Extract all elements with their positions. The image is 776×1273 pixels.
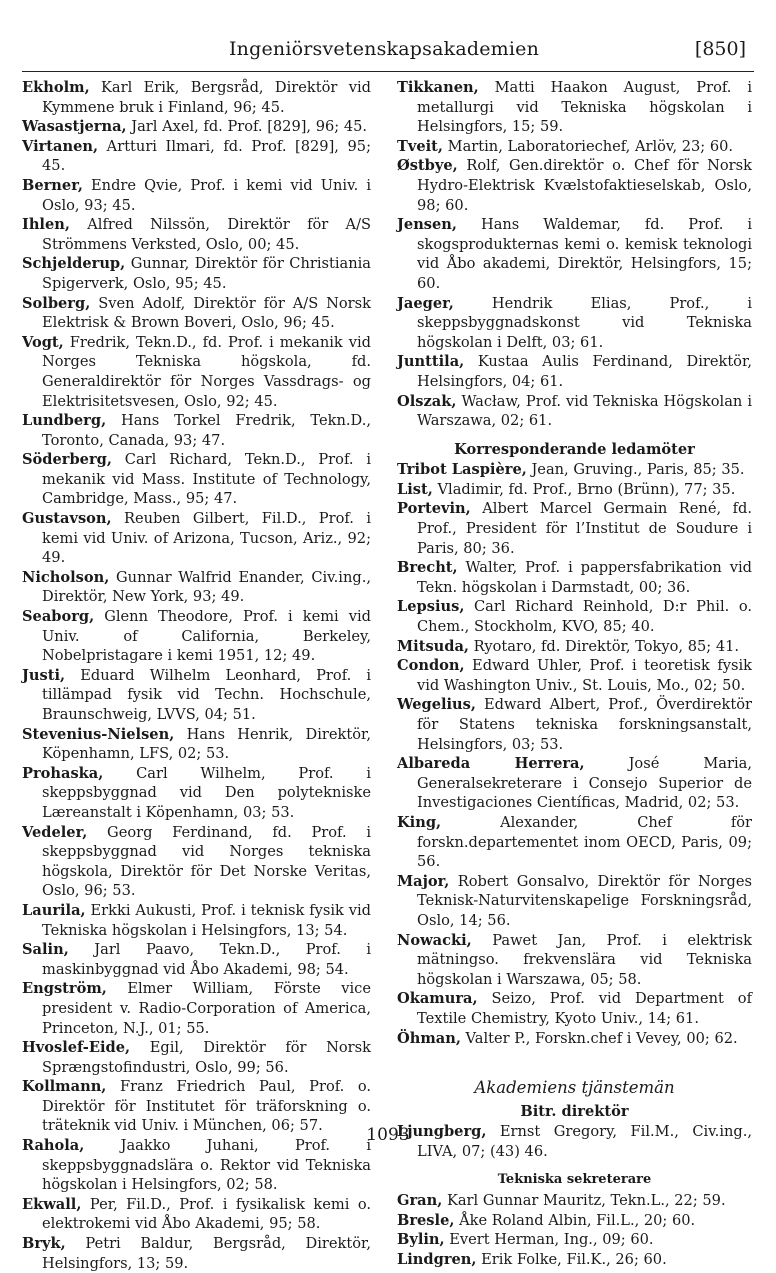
entry-surname: Ihlen, — [22, 216, 70, 234]
entry-details: Jarl Paavo, Tekn.D., Prof. i maskinbyggnad vid Åbo Akademi, 98; 54. — [42, 941, 371, 978]
directory-entry — [397, 1230, 752, 1250]
directory-entry — [397, 460, 752, 480]
entry-surname: List, — [397, 480, 433, 498]
members-list-continued — [397, 78, 752, 431]
entry-surname: Junttila, — [397, 353, 465, 371]
entry-surname: Brecht, — [397, 559, 458, 577]
entry-surname: Jaeger, — [397, 294, 454, 312]
entry-surname: Gustavson, — [22, 510, 112, 528]
entry-details: Hans Waldemar, fd. Prof. i skogsprodukternas kemi o. kemisk teknologi vid Åbo akademi, Direktör, Helsingfors, 15; 60. — [417, 216, 752, 292]
entry-details: Franz Friedrich Paul, Prof. o. Direktör för Institutet för träforskning o. träteknik vid Univ. i München, 06; 57. — [42, 1078, 371, 1135]
entry-details: Vladimir, fd. Prof., Brno (Brünn), 77; 35. — [432, 480, 736, 498]
entry-details: Fredrik, Tekn.D., fd. Prof. i mekanik vid Norges Tekniska högskola, fd. Generaldirektör för Norges Vassdrags- og Elektrisitetsvesen, Oslo, 92; 45. — [42, 333, 371, 410]
entry-details: Wacław, Prof. vid Tekniska Högskolan i Warszawa, 02; 61. — [417, 392, 752, 430]
page-number: 1093 — [366, 1125, 410, 1145]
entry-surname: Nowacki, — [397, 931, 472, 949]
entry-surname: Ekwall, — [22, 1195, 82, 1213]
directory-entry — [397, 754, 752, 813]
entry-details: Seizo, Prof. vid Department of Textile Chemistry, Kyoto Univ., 14; 61. — [417, 990, 752, 1027]
entry-details: Jarl Axel, fd. Prof. [829], 96; 45. — [126, 118, 368, 136]
directory-entry — [397, 656, 752, 695]
directory-entry — [22, 979, 371, 1038]
entry-details: Alfred Nilssön, Direktör för A/S Strömmens Verksted, Oslo, 00; 45. — [42, 216, 371, 253]
entry-details: Carl Richard Reinhold, D:r Phil. o. Chem., Stockholm, KVO, 85; 40. — [417, 598, 752, 636]
directory-entry — [22, 607, 371, 666]
entry-details: Jean, Gruving., Paris, 85; 35. — [526, 461, 745, 479]
entry-surname: Major, — [397, 872, 450, 890]
directory-entry — [397, 294, 752, 353]
entry-details: Gunnar Walfrid Enander, Civ.ing., Direktör, New York, 93; 49. — [42, 568, 371, 606]
directory-entry — [397, 137, 752, 157]
entry-details: Pawet Jan, Prof. i elektrisk mätningso. frekvenslära vid Tekniska högskolan i Warszawa, 05; 58. — [417, 931, 752, 988]
entry-details: Matti Haakon August, Prof. i metallurgi vid Tekniska högskolan i Helsingfors, 15; 59. — [417, 79, 752, 136]
entry-surname: Lepsius, — [397, 598, 465, 616]
entry-surname: Justi, — [22, 666, 66, 684]
directory-entry — [397, 872, 752, 931]
technical-secretaries-heading: Tekniska sekreterare — [497, 1172, 652, 1188]
entry-details: Artturi Ilmari, fd. Prof. [829], 95; 45. — [42, 137, 371, 175]
directory-entry — [22, 254, 371, 293]
page-reference: [850] — [694, 38, 746, 60]
entry-details: Egil, Direktör för Norsk Sprængstofindustri, Oslo, 99; 56. — [42, 1039, 371, 1076]
entry-surname: Prohaska, — [22, 764, 104, 782]
page-header — [22, 38, 746, 66]
directory-entry — [22, 294, 371, 333]
entry-surname: Bylin, — [397, 1231, 445, 1249]
directory-entry — [22, 666, 371, 725]
entry-details: Glenn Theodore, Prof. i kemi vid Univ. of California, Berkeley, Nobelpristagare i kemi 1951, 12; 49. — [42, 608, 371, 665]
entry-details: Kustaa Aulis Ferdinand, Direktör, Helsingfors, 04; 61. — [417, 353, 752, 390]
entry-details: Jaakko Juhani, Prof. i skeppsbyggnadslära o. Rektor vid Tekniska högskolan i Helsingfors, 02; 58. — [42, 1137, 371, 1194]
entry-surname: Vogt, — [22, 333, 64, 351]
entry-details: Gunnar, Direktör för Christiania Spigerverk, Oslo, 95; 45. — [42, 255, 371, 292]
entry-details: Åke Roland Albin, Fil.L., 20; 60. — [454, 1211, 696, 1229]
directory-entry — [22, 823, 371, 901]
staff-heading: Akademiens tjänstemän — [474, 1078, 675, 1098]
entry-details: Rolf, Gen.direktör o. Chef för Norsk Hydro-Elektrisk Kvælstofaktieselskab, Oslo, 98; 60. — [417, 157, 752, 214]
entry-surname: Rahola, — [22, 1137, 85, 1155]
entry-surname: Tribot Laspière, — [397, 461, 527, 479]
running-title: Ingeniörsvetenskapsakademien — [228, 38, 540, 60]
directory-entry — [397, 499, 752, 558]
directory-entry — [397, 1211, 752, 1231]
entry-details: Hans Henrik, Direktör, Köpenhamn, LFS, 02; 53. — [42, 725, 371, 763]
directory-entry — [397, 813, 752, 872]
entry-details: Martin, Laboratoriechef, Arlöv, 23; 60. — [443, 137, 734, 155]
directory-entry — [22, 509, 371, 568]
entry-details: Erkki Aukusti, Prof. i teknisk fysik vid Tekniska högskolan i Helsingfors, 13; 54. — [42, 901, 371, 939]
entry-details: Edward Albert, Prof., Överdirektör för Statens tekniska forskningsanstalt, Helsingfors, 03; 53. — [417, 696, 752, 753]
entry-surname: Lindgren, — [397, 1250, 477, 1268]
entry-surname: Portevin, — [397, 500, 471, 518]
entry-surname: Engström, — [22, 980, 107, 998]
left-column — [22, 78, 371, 1273]
entry-surname: Østbye, — [397, 157, 458, 175]
deputy-director-heading: Bitr. direktör — [520, 1102, 629, 1120]
corresponding-members-list — [397, 460, 752, 1048]
entry-details: Evert Herman, Ing., 09; 60. — [444, 1231, 654, 1249]
entry-surname: Okamura, — [397, 990, 478, 1008]
entry-surname: Bryk, — [22, 1235, 66, 1253]
directory-entry — [22, 78, 371, 117]
directory-entry — [22, 333, 371, 411]
directory-entry — [397, 480, 752, 500]
directory-entry — [22, 901, 371, 940]
directory-entry — [397, 156, 752, 215]
entry-details: Carl Richard, Tekn.D., Prof. i mekanik vid Mass. Institute of Technology, Cambridge, Mass., 95; 47. — [42, 451, 371, 508]
directory-entry — [22, 1038, 371, 1077]
technical-secretaries-list — [397, 1191, 752, 1269]
header-rule — [22, 71, 754, 72]
entry-surname: Salin, — [22, 941, 69, 959]
entry-surname: Lundberg, — [22, 412, 107, 430]
entry-surname: Olszak, — [397, 392, 457, 410]
directory-entry — [22, 1195, 371, 1234]
directory-entry — [397, 931, 752, 990]
entry-details: Karl Erik, Bergsråd, Direktör vid Kymmene bruk i Finland, 96; 45. — [42, 79, 371, 116]
entry-surname: Solberg, — [22, 294, 91, 312]
directory-entry — [22, 764, 371, 823]
entry-surname: Stevenius-Nielsen, — [22, 725, 175, 743]
directory-entry — [22, 1234, 371, 1273]
entry-details: Edward Uhler, Prof. i teoretisk fysik vid Washington Univ., St. Louis, Mo., 02; 50. — [417, 657, 752, 694]
entry-surname: Söderberg, — [22, 451, 112, 469]
directory-entry — [397, 1250, 752, 1270]
entry-surname: Virtanen, — [22, 137, 99, 155]
directory-entry — [397, 1029, 752, 1049]
directory-entry — [397, 597, 752, 636]
entry-surname: Gran, — [397, 1192, 443, 1210]
entry-details: Per, Fil.D., Prof. i fysikalisk kemi o. elektrokemi vid Åbo Akademi, 95; 58. — [42, 1195, 371, 1233]
entry-surname: Tikkanen, — [397, 79, 479, 96]
entry-surname: Ljungberg, — [397, 1123, 487, 1141]
entry-details: Walter, Prof. i pappersfabrikation vid Tekn. högskolan i Darmstadt, 00; 36. — [417, 559, 752, 596]
entry-surname: Laurila, — [22, 901, 86, 919]
entry-details: Hendrik Elias, Prof., i skeppsbyggnadskonst vid Tekniska högskolan i Delft, 03; 61. — [417, 294, 752, 351]
entry-details: Ernst Gregory, Fil.M., Civ.ing., LIVA, 07; (43) 46. — [417, 1123, 752, 1160]
directory-entry — [397, 695, 752, 754]
entry-surname: Tveit, — [397, 137, 443, 155]
directory-entry — [22, 176, 371, 215]
entry-surname: King, — [397, 813, 442, 831]
directory-entry — [22, 215, 371, 254]
entry-surname: Jensen, — [397, 216, 457, 234]
entry-details: Reuben Gilbert, Fil.D., Prof. i kemi vid Univ. of Arizona, Tucson, Ariz., 92; 49. — [42, 510, 371, 567]
entry-surname: Berner, — [22, 176, 83, 194]
entry-surname: Wasastjerna, — [22, 118, 127, 136]
directory-entry — [22, 450, 371, 509]
entry-details: Robert Gonsalvo, Direktör för Norges Teknisk-Naturvitenskapelige Forskningsråd, Oslo, 14; 56. — [417, 872, 752, 929]
entry-details: Albert Marcel Germain René, fd. Prof., President för l’Institut de Soudure i Paris, 80; 36. — [417, 500, 752, 557]
entry-details: Hans Torkel Fredrik, Tekn.D., Toronto, Canada, 93; 47. — [42, 412, 371, 449]
entry-surname: Ekholm, — [22, 79, 90, 96]
entry-details: Endre Qvie, Prof. i kemi vid Univ. i Oslo, 93; 45. — [42, 176, 371, 214]
entry-surname: Seaborg, — [22, 608, 95, 626]
entry-details: José Maria, Generalsekreterare i Consejo Superior de Investigaciones Científicas, Madrid, 02; 53. — [417, 755, 752, 812]
entry-surname: Mitsuda, — [397, 637, 470, 655]
right-column — [397, 78, 752, 1269]
entry-surname: Öhman, — [397, 1029, 461, 1047]
directory-entry — [397, 78, 752, 137]
directory-entry — [397, 989, 752, 1028]
entry-details: Petri Baldur, Bergsråd, Direktör, Helsingfors, 13; 59. — [42, 1235, 371, 1272]
directory-entry — [22, 568, 371, 607]
directory-entry — [397, 352, 752, 391]
entry-surname: Wegelius, — [397, 696, 476, 714]
directory-entry — [397, 392, 752, 431]
entry-details: Eduard Wilhelm Leonhard, Prof. i tillämpad fysik vid Techn. Hochschule, Braunschweig, LVVS, 04; 51. — [42, 666, 371, 723]
entry-surname: Bresle, — [397, 1211, 455, 1229]
entry-details: Ryotaro, fd. Direktör, Tokyo, 85; 41. — [469, 637, 740, 655]
directory-entry — [22, 411, 371, 450]
entry-details: Georg Ferdinand, fd. Prof. i skeppsbyggnad vid Norges tekniska högskola, Direktör för Det Norske Veritas, Oslo, 96; 53. — [42, 823, 371, 900]
entry-details: Karl Gunnar Mauritz, Tekn.L., 22; 59. — [442, 1192, 726, 1210]
directory-entry — [22, 137, 371, 176]
entry-surname: Nicholson, — [22, 568, 110, 586]
entry-surname: Vedeler, — [22, 823, 88, 841]
directory-entry — [22, 940, 371, 979]
directory-entry — [397, 215, 752, 293]
entry-details: Sven Adolf, Direktör för A/S Norsk Elektrisk & Brown Boveri, Oslo, 96; 45. — [42, 294, 371, 332]
entry-surname: Hvoslef-Eide, — [22, 1039, 131, 1057]
entry-surname: Schjelderup, — [22, 255, 126, 273]
entry-surname: Condon, — [397, 657, 465, 675]
directory-entry — [22, 725, 371, 764]
directory-entry — [397, 1191, 752, 1211]
directory-entry — [22, 117, 371, 137]
entry-details: Elmer William, Förste vice president v. Radio-Corporation of America, Princeton, N.J., 01; 55. — [42, 980, 371, 1037]
entry-surname: Albareda Herrera, — [397, 755, 585, 773]
corresponding-members-heading: Korresponderande ledamöter — [454, 440, 695, 458]
entry-details: Alexander, Chef för forskn.departementet inom OECD, Paris, 09; 56. — [417, 813, 752, 871]
directory-entry — [397, 637, 752, 657]
entry-details: Carl Wilhelm, Prof. i skeppsbyggnad vid Den polytekniske Læreanstalt i Köpenhamn, 03; 53. — [42, 764, 371, 821]
entry-surname: Kollmann, — [22, 1078, 107, 1096]
entry-details: Valter P., Forskn.chef i Vevey, 00; 62. — [460, 1029, 738, 1047]
directory-entry — [397, 558, 752, 597]
entry-details: Erik Folke, Fil.K., 26; 60. — [476, 1250, 667, 1268]
